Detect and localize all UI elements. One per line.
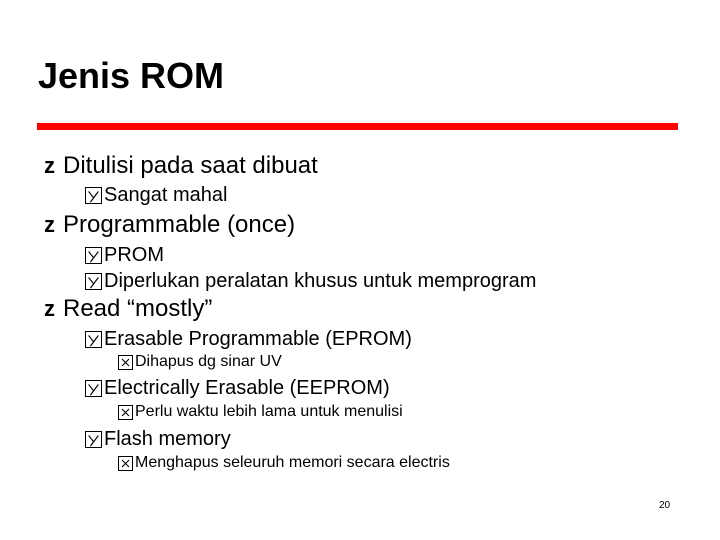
bullet-text: Perlu waktu lebih lama untuk menulisi <box>135 403 403 420</box>
page-number: 20 <box>659 500 671 511</box>
bullet-level2 <box>85 245 164 265</box>
bullet-text: Flash memory <box>104 428 231 450</box>
bullet-level1 <box>44 213 295 237</box>
bullet-text: Sangat mahal <box>104 184 228 206</box>
bullet-text: Ditulisi pada saat dibuat <box>63 152 318 179</box>
bullet-level3 <box>118 404 403 420</box>
bullet-level2 <box>85 429 231 449</box>
checkmark-box-icon <box>85 273 102 290</box>
cross-box-icon <box>118 355 133 370</box>
bullet-text: Erasable Programmable (EPROM) <box>104 328 412 350</box>
bullet-level2 <box>85 378 390 398</box>
bullet-level1 <box>44 297 212 321</box>
bullet-marker: z <box>44 212 55 237</box>
checkmark-box-icon <box>85 331 102 348</box>
checkmark-box-icon <box>85 431 102 448</box>
bullet-marker: z <box>44 296 55 321</box>
checkmark-box-icon <box>85 247 102 264</box>
bullet-level1 <box>44 154 318 178</box>
bullet-level3 <box>118 455 450 471</box>
checkmark-box-icon <box>85 187 102 204</box>
slide-title: Jenis ROM <box>38 55 225 96</box>
bullet-text: Menghapus seleuruh memori secara electris <box>135 454 450 471</box>
bullet-marker: z <box>44 153 55 178</box>
bullet-text: Programmable (once) <box>63 211 296 238</box>
title-divider <box>37 123 678 130</box>
bullet-level2 <box>85 271 536 291</box>
bullet-text: Electrically Erasable (EEPROM) <box>104 377 390 399</box>
bullet-level3 <box>118 354 282 370</box>
bullet-text: Dihapus dg sinar UV <box>135 353 282 370</box>
bullet-text: Read “mostly” <box>63 295 213 322</box>
cross-box-icon <box>118 456 133 471</box>
bullet-level2 <box>85 185 227 205</box>
bullet-level2 <box>85 329 412 349</box>
bullet-text: PROM <box>104 244 164 266</box>
checkmark-box-icon <box>85 380 102 397</box>
bullet-text: Diperlukan peralatan khusus untuk memprogram <box>104 270 537 292</box>
cross-box-icon <box>118 405 133 420</box>
